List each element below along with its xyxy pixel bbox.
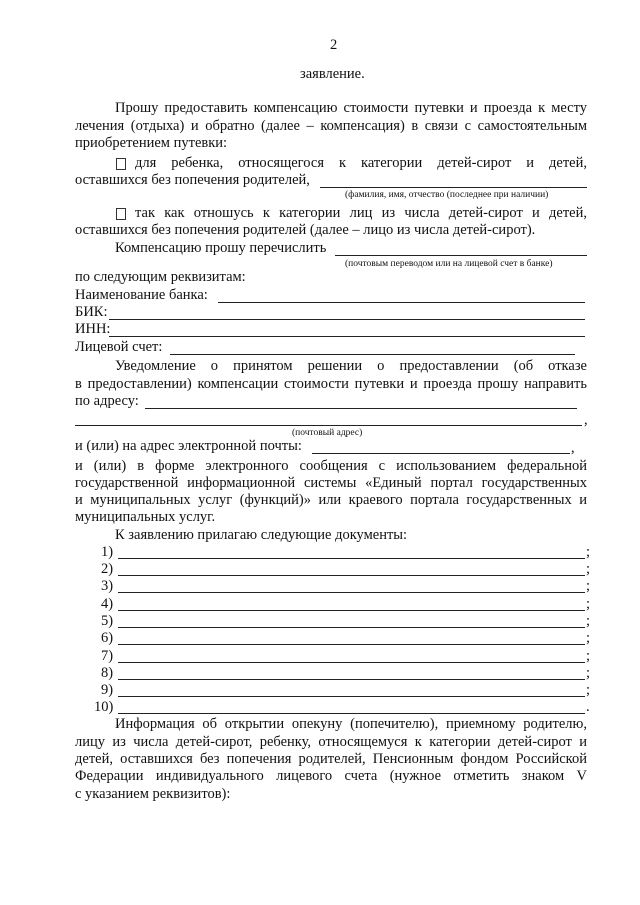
inn-label: ИНН: [75, 321, 111, 337]
attachment-field-9[interactable] [118, 696, 585, 697]
notice-line-1: Уведомление о принятом решении о предоставлении (об отказе [115, 358, 587, 374]
attachment-number: 6) [101, 630, 114, 646]
intro-line-2: лечения (отдыха) и обратно (далее – компенсация) в связи с самостоятельным [75, 118, 587, 134]
address-hint: (почтовый адрес) [292, 428, 363, 438]
bank-name-label: Наименование банка: [75, 287, 208, 303]
attachment-number: 1) [101, 544, 114, 560]
email-label: и (или) на адрес электронной почты: [75, 438, 302, 454]
electronic-line-4: муниципальных услуг. [75, 509, 216, 525]
attachment-end: ; [586, 665, 591, 681]
attachment-field-3[interactable] [118, 592, 585, 593]
address-comma: , [584, 412, 588, 428]
electronic-line-3: и муниципальных услуг (функций)» или краевого портала государственных и [75, 492, 587, 508]
email-comma: , [571, 440, 575, 456]
option-child-checkbox[interactable] [116, 158, 126, 170]
attachment-number: 9) [101, 682, 114, 698]
page-title: заявление. [300, 66, 365, 82]
account-field[interactable] [170, 354, 575, 355]
attachment-number: 4) [101, 596, 114, 612]
transfer-method-field[interactable] [335, 255, 587, 256]
attachment-end: ; [586, 561, 591, 577]
address-field-1[interactable] [145, 408, 577, 409]
requisites-intro: по следующим реквизитам: [75, 269, 246, 285]
attachment-end: ; [586, 544, 591, 560]
attachment-end: ; [586, 630, 591, 646]
intro-line-1: Прошу предоставить компенсацию стоимости путевки и проезда к месту [115, 100, 587, 116]
attachment-field-2[interactable] [118, 575, 585, 576]
attachments-intro: К заявлению прилагаю следующие документы: [115, 527, 408, 543]
child-name-field[interactable] [320, 187, 587, 188]
info-line-4: Федерации индивидуального лицевого счета (нужное отметить знаком V [75, 768, 587, 784]
attachment-field-7[interactable] [118, 662, 585, 663]
bank-name-field[interactable] [218, 302, 585, 303]
address-field-2[interactable] [75, 425, 582, 426]
attachment-end: ; [586, 682, 591, 698]
attachment-number: 2) [101, 561, 114, 577]
notice-line-2: в предоставлении) компенсации стоимости путевки и проезда прошу направить [75, 376, 587, 392]
bik-field[interactable] [109, 319, 585, 320]
attachment-end: ; [586, 596, 591, 612]
option-self-line-2: оставшихся без попечения родителей (далее – лицо из числа детей-сирот). [75, 222, 536, 238]
intro-line-3: приобретением путевки: [75, 135, 228, 151]
attachment-field-5[interactable] [118, 627, 585, 628]
option-child-line-2: оставшихся без попечения родителей, [75, 172, 310, 188]
attachment-field-10[interactable] [118, 713, 585, 714]
attachment-field-8[interactable] [118, 679, 585, 680]
option-self-checkbox[interactable] [116, 208, 126, 220]
attachment-end: ; [586, 648, 591, 664]
attachment-field-4[interactable] [118, 610, 585, 611]
child-name-hint: (фамилия, имя, отчество (последнее при наличии) [345, 190, 549, 200]
transfer-hint: (почтовым переводом или на лицевой счет в банке) [345, 259, 553, 269]
info-line-5: с указанием реквизитов): [75, 786, 231, 802]
attachment-number: 3) [101, 578, 114, 594]
attachment-number: 7) [101, 648, 114, 664]
attachment-end: ; [586, 578, 591, 594]
attachment-end: . [586, 699, 590, 715]
info-line-2: лицу из числа детей-сирот, ребенку, относящемуся к категории детей-сирот и [75, 734, 587, 750]
attachment-field-6[interactable] [118, 644, 585, 645]
email-field[interactable] [312, 453, 570, 454]
info-line-1: Информация об открытии опекуну (попечителю), приемному родителю, [115, 716, 587, 732]
page-number: 2 [330, 37, 338, 53]
attachment-end: ; [586, 613, 591, 629]
electronic-line-1: и (или) в форме электронного сообщения с использованием федеральной [75, 458, 587, 474]
account-label: Лицевой счет: [75, 339, 163, 355]
attachment-field-1[interactable] [118, 558, 585, 559]
option-child-line-1: для ребенка, относящегося к категории детей-сирот и детей, [135, 155, 587, 171]
bik-label: БИК: [75, 304, 108, 320]
info-line-3: детей, оставшихся без попечения родителей, Пенсионным фондом Российской [75, 751, 587, 767]
option-self-line-1: так как отношусь к категории лиц из числа детей-сирот и детей, [135, 205, 587, 221]
attachment-number: 8) [101, 665, 114, 681]
notice-line-3: по адресу: [75, 393, 139, 409]
attachment-number: 5) [101, 613, 114, 629]
attachment-number: 10) [94, 699, 114, 715]
transfer-label: Компенсацию прошу перечислить [115, 240, 327, 256]
electronic-line-2: государственной информационной системы «Единый портал государственных [75, 475, 587, 491]
inn-field[interactable] [109, 336, 585, 337]
